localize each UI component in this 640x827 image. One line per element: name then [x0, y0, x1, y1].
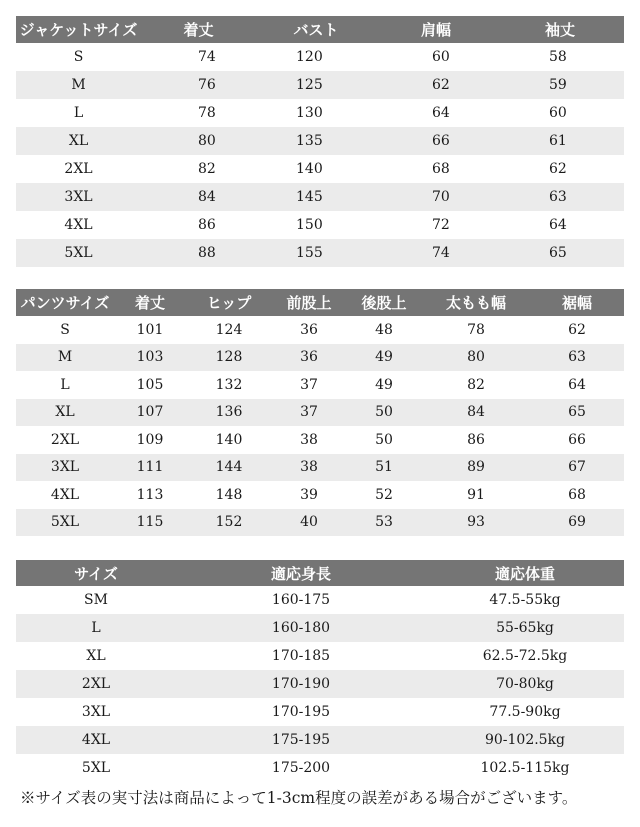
value-cell: 102.5-115kg — [480, 760, 570, 776]
value-cell: 86 — [467, 431, 485, 448]
value-cell: 155 — [256, 239, 376, 267]
value-cell: 132 — [215, 376, 243, 393]
value-cell: 160-175 — [271, 592, 331, 608]
table-row — [16, 698, 624, 726]
value-cell: 37 — [300, 376, 318, 393]
jacket-rows — [16, 43, 624, 267]
value-cell: 64 — [568, 376, 586, 393]
value-cell: 50 — [375, 431, 393, 448]
size-fit-table — [16, 560, 624, 782]
value-cell: 58 — [549, 49, 567, 65]
value-cell: 82 — [467, 376, 485, 393]
value-cell: 51 — [346, 454, 422, 482]
table-row — [16, 586, 624, 614]
table-row — [16, 316, 624, 344]
value-cell: 38 — [272, 454, 346, 482]
size-cell: 5XL — [16, 509, 114, 537]
size-cell: 3XL — [81, 704, 111, 720]
value-cell: 128 — [186, 344, 272, 372]
size-cell: L — [73, 105, 84, 121]
value-cell: 86 — [198, 217, 216, 233]
value-cell: 152 — [186, 509, 272, 537]
size-cell: 5XL — [16, 239, 141, 267]
value-cell: 109 — [136, 431, 164, 448]
value-cell: 148 — [215, 486, 243, 503]
size-cell: 4XL — [16, 726, 176, 754]
table-row — [16, 642, 624, 670]
table-row — [16, 754, 624, 782]
value-cell: 140 — [296, 161, 323, 177]
value-cell: 53 — [346, 509, 422, 537]
value-cell: 39 — [300, 486, 318, 503]
value-cell: 49 — [375, 376, 393, 393]
value-cell: 64 — [432, 105, 450, 121]
column-header: 肩幅 — [376, 16, 496, 43]
table-row — [16, 454, 624, 482]
value-cell: 140 — [215, 431, 243, 448]
table-row — [16, 71, 624, 99]
value-cell: 77.5-90kg — [489, 704, 561, 720]
column-header: 前股上 — [272, 289, 346, 316]
value-cell: 107 — [114, 399, 186, 427]
value-cell: 63 — [496, 183, 624, 211]
column-header: 袖丈 — [496, 16, 624, 43]
table-row — [16, 371, 624, 399]
size-cell: 4XL — [64, 217, 93, 233]
value-cell: 38 — [300, 431, 318, 448]
value-cell: 61 — [496, 127, 624, 155]
column-header: ヒップ — [186, 289, 272, 316]
table-row — [16, 43, 624, 71]
value-cell: 103 — [114, 344, 186, 372]
size-cell: 3XL — [16, 183, 141, 211]
size-cell: S — [60, 321, 70, 338]
value-cell: 63 — [530, 344, 624, 372]
value-cell: 50 — [346, 399, 422, 427]
column-header: ジャケットサイズ — [16, 16, 141, 43]
size-cell: M — [16, 71, 141, 99]
table-row — [16, 239, 624, 267]
table-row — [16, 344, 624, 372]
value-cell: 80 — [422, 344, 530, 372]
value-cell: 52 — [375, 486, 393, 503]
value-cell: 145 — [256, 183, 376, 211]
table-row — [16, 614, 624, 642]
value-cell: 84 — [422, 399, 530, 427]
value-cell: 170-195 — [271, 704, 331, 720]
value-cell: 170-190 — [176, 670, 426, 698]
pants-size-table — [16, 289, 624, 536]
value-cell: 111 — [114, 454, 186, 482]
value-cell: 135 — [256, 127, 376, 155]
table-header-row — [16, 560, 624, 586]
value-cell: 68 — [568, 486, 586, 503]
table-header-row — [16, 289, 624, 316]
value-cell: 36 — [272, 344, 346, 372]
size-cell: SM — [84, 592, 108, 608]
value-cell: 65 — [530, 399, 624, 427]
size-cell: L — [60, 376, 70, 393]
value-cell: 62 — [568, 321, 586, 338]
size-cell: 5XL — [81, 760, 111, 776]
column-header: 着丈 — [141, 16, 256, 43]
table-row — [16, 155, 624, 183]
size-cell: XL — [16, 399, 114, 427]
column-header: 適応体重 — [426, 560, 624, 586]
value-cell: 170-185 — [271, 648, 331, 664]
size-cell: L — [16, 614, 176, 642]
value-cell: 55-65kg — [426, 614, 624, 642]
value-cell: 60 — [432, 49, 450, 65]
value-cell: 90-102.5kg — [426, 726, 624, 754]
table-row — [16, 509, 624, 537]
fit-rows — [16, 586, 624, 782]
value-cell: 62.5-72.5kg — [482, 648, 568, 664]
size-cell: S — [73, 49, 84, 65]
value-cell: 66 — [568, 431, 586, 448]
value-cell: 67 — [530, 454, 624, 482]
value-cell: 105 — [136, 376, 164, 393]
value-cell: 70-80kg — [426, 670, 624, 698]
size-cell: XL — [86, 648, 106, 664]
table-row — [16, 670, 624, 698]
table-row — [16, 726, 624, 754]
value-cell: 91 — [467, 486, 485, 503]
size-cell: 3XL — [16, 454, 114, 482]
value-cell: 136 — [186, 399, 272, 427]
jacket-size-table — [16, 16, 624, 267]
table-row — [16, 127, 624, 155]
value-cell: 88 — [141, 239, 256, 267]
value-cell: 113 — [136, 486, 164, 503]
size-cell: XL — [16, 127, 141, 155]
value-cell: 36 — [300, 321, 318, 338]
column-header: 裾幅 — [530, 289, 624, 316]
size-cell: 2XL — [64, 161, 93, 177]
table-row — [16, 211, 624, 239]
value-cell: 175-195 — [176, 726, 426, 754]
value-cell: 124 — [215, 321, 243, 338]
value-cell: 175-200 — [271, 760, 331, 776]
value-cell: 120 — [296, 49, 323, 65]
value-cell: 84 — [141, 183, 256, 211]
value-cell: 64 — [549, 217, 567, 233]
size-cell: 2XL — [50, 431, 80, 448]
value-cell: 144 — [186, 454, 272, 482]
size-cell: M — [16, 344, 114, 372]
value-cell: 49 — [346, 344, 422, 372]
table-row — [16, 183, 624, 211]
value-cell: 65 — [496, 239, 624, 267]
value-cell: 82 — [198, 161, 216, 177]
column-header: バスト — [256, 16, 376, 43]
column-header: サイズ — [16, 560, 176, 586]
pants-rows — [16, 316, 624, 536]
value-cell: 47.5-55kg — [489, 592, 561, 608]
value-cell: 80 — [141, 127, 256, 155]
value-cell: 115 — [114, 509, 186, 537]
value-cell: 62 — [549, 161, 567, 177]
value-cell: 78 — [198, 105, 216, 121]
size-note: ※サイズ表の実寸法は商品によって1-3cm程度の誤差がある場合がございます。 — [20, 789, 578, 807]
size-cell: 4XL — [50, 486, 80, 503]
value-cell: 89 — [422, 454, 530, 482]
value-cell: 48 — [375, 321, 393, 338]
column-header: 着丈 — [114, 289, 186, 316]
value-cell: 59 — [496, 71, 624, 99]
value-cell: 62 — [376, 71, 496, 99]
column-header: 適応身長 — [176, 560, 426, 586]
value-cell: 125 — [256, 71, 376, 99]
value-cell: 69 — [530, 509, 624, 537]
value-cell: 68 — [432, 161, 450, 177]
column-header: パンツサイズ — [16, 289, 114, 316]
value-cell: 40 — [272, 509, 346, 537]
value-cell: 130 — [296, 105, 323, 121]
table-row — [16, 99, 624, 127]
value-cell: 66 — [376, 127, 496, 155]
value-cell: 74 — [198, 49, 216, 65]
value-cell: 101 — [136, 321, 164, 338]
value-cell: 74 — [376, 239, 496, 267]
value-cell: 78 — [467, 321, 485, 338]
value-cell: 72 — [432, 217, 450, 233]
table-row — [16, 481, 624, 509]
value-cell: 150 — [296, 217, 323, 233]
column-header: 後股上 — [346, 289, 422, 316]
value-cell: 160-180 — [176, 614, 426, 642]
value-cell: 37 — [272, 399, 346, 427]
value-cell: 76 — [141, 71, 256, 99]
column-header: 太もも幅 — [422, 289, 530, 316]
size-cell: 2XL — [16, 670, 176, 698]
table-row — [16, 426, 624, 454]
value-cell: 70 — [376, 183, 496, 211]
value-cell: 93 — [422, 509, 530, 537]
value-cell: 60 — [549, 105, 567, 121]
table-header-row — [16, 16, 624, 43]
table-row — [16, 399, 624, 427]
